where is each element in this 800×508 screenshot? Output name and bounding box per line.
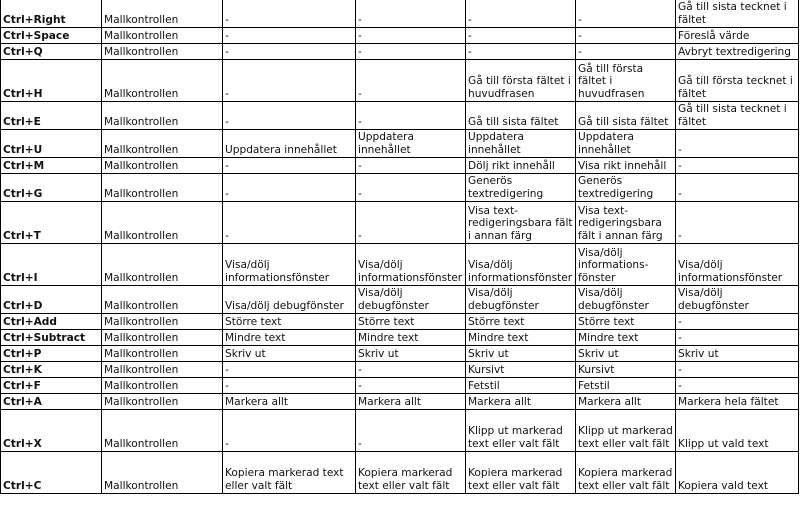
- action-cell: Skriv ut: [466, 346, 576, 362]
- context-cell: Mallkontrollen: [102, 286, 223, 314]
- action-cell: Visa/dölj debugfönster: [356, 286, 466, 314]
- action-cell: -: [676, 158, 799, 174]
- table-row: [1, 286, 799, 314]
- action-cell: -: [676, 202, 799, 244]
- action-cell: -: [356, 158, 466, 174]
- context-cell: Mallkontrollen: [102, 102, 223, 130]
- action-cell: -: [223, 158, 356, 174]
- context-cell: Mallkontrollen: [102, 362, 223, 378]
- context-cell: Mallkontrollen: [102, 346, 223, 362]
- action-cell: Kursivt: [466, 362, 576, 378]
- action-cell: -: [223, 362, 356, 378]
- action-cell: Markera allt: [223, 394, 356, 410]
- table-row: [1, 378, 799, 394]
- action-cell: -: [356, 0, 466, 28]
- action-cell: Gå till sista tecknet i fältet: [676, 102, 799, 130]
- context-cell: Mallkontrollen: [102, 410, 223, 452]
- context-cell: Mallkontrollen: [102, 202, 223, 244]
- table-row: [1, 0, 799, 28]
- context-cell: Mallkontrollen: [102, 394, 223, 410]
- action-cell: -: [223, 202, 356, 244]
- shortcut-key-cell: Ctrl+U: [1, 130, 102, 158]
- context-cell: Mallkontrollen: [102, 174, 223, 202]
- action-cell: Gå till sista tecknet i fältet: [676, 0, 799, 28]
- action-cell: Skriv ut: [576, 346, 676, 362]
- action-cell: Mindre text: [223, 330, 356, 346]
- action-cell: Visa/dölj debugfönster: [676, 286, 799, 314]
- action-cell: -: [356, 60, 466, 102]
- table-row: [1, 244, 799, 286]
- context-cell: Mallkontrollen: [102, 330, 223, 346]
- context-cell: Mallkontrollen: [102, 60, 223, 102]
- context-cell: Mallkontrollen: [102, 158, 223, 174]
- context-cell: Mallkontrollen: [102, 378, 223, 394]
- action-cell: Gå till första fältet i huvudfrasen: [466, 60, 576, 102]
- shortcut-key-cell: Ctrl+D: [1, 286, 102, 314]
- action-cell: Gå till första tecknet i fältet: [676, 60, 799, 102]
- action-cell: Markera hela fältet: [676, 394, 799, 410]
- shortcut-key-cell: Ctrl+A: [1, 394, 102, 410]
- action-cell: Dölj rikt innehåll: [466, 158, 576, 174]
- action-cell: Visa/dölj informationsfönster: [356, 244, 466, 286]
- action-cell: Gå till sista fältet: [576, 102, 676, 130]
- action-cell: Visa text-redigeringsbara fält i annan färg: [466, 202, 576, 244]
- shortcut-key-cell: Ctrl+X: [1, 410, 102, 452]
- table-row: [1, 346, 799, 362]
- context-cell: Mallkontrollen: [102, 452, 223, 494]
- action-cell: Kursivt: [576, 362, 676, 378]
- action-cell: Avbryt textredigering: [676, 44, 799, 60]
- shortcut-key-cell: Ctrl+Right: [1, 0, 102, 28]
- table-row: [1, 44, 799, 60]
- table-row: [1, 202, 799, 244]
- action-cell: Kopiera markerad text eller valt fält: [356, 452, 466, 494]
- context-cell: Mallkontrollen: [102, 0, 223, 28]
- action-cell: -: [223, 410, 356, 452]
- action-cell: Kopiera markerad text eller valt fält: [223, 452, 356, 494]
- action-cell: Visa/dölj informationsfönster: [466, 244, 576, 286]
- action-cell: Gå till första fältet i huvudfrasen: [576, 60, 676, 102]
- action-cell: Markera allt: [356, 394, 466, 410]
- table-row: [1, 330, 799, 346]
- table-row: [1, 362, 799, 378]
- action-cell: Föreslå värde: [676, 28, 799, 44]
- action-cell: Fetstil: [576, 378, 676, 394]
- shortcut-key-cell: Ctrl+T: [1, 202, 102, 244]
- action-cell: Klipp ut markerad text eller valt fält: [576, 410, 676, 452]
- action-cell: Mindre text: [576, 330, 676, 346]
- table-row: [1, 452, 799, 494]
- action-cell: Skriv ut: [223, 346, 356, 362]
- table-row: [1, 314, 799, 330]
- action-cell: -: [466, 0, 576, 28]
- shortcut-key-cell: Ctrl+G: [1, 174, 102, 202]
- action-cell: -: [676, 314, 799, 330]
- action-cell: -: [676, 362, 799, 378]
- table-row: [1, 60, 799, 102]
- action-cell: -: [676, 174, 799, 202]
- action-cell: Visa/dölj debugfönster: [466, 286, 576, 314]
- table-row: [1, 130, 799, 158]
- action-cell: -: [356, 102, 466, 130]
- action-cell: Generös textredigering: [466, 174, 576, 202]
- action-cell: -: [223, 174, 356, 202]
- table-row: [1, 102, 799, 130]
- action-cell: Kopiera vald text: [676, 452, 799, 494]
- action-cell: -: [676, 378, 799, 394]
- shortcut-key-cell: Ctrl+Q: [1, 44, 102, 60]
- action-cell: -: [356, 174, 466, 202]
- action-cell: Fetstil: [466, 378, 576, 394]
- action-cell: -: [223, 0, 356, 28]
- action-cell: -: [576, 0, 676, 28]
- table-row: [1, 174, 799, 202]
- action-cell: -: [356, 44, 466, 60]
- action-cell: -: [576, 44, 676, 60]
- action-cell: Markera allt: [576, 394, 676, 410]
- action-cell: -: [356, 28, 466, 44]
- table-row: [1, 28, 799, 44]
- action-cell: -: [466, 28, 576, 44]
- shortcut-key-cell: Ctrl+M: [1, 158, 102, 174]
- action-cell: Större text: [356, 314, 466, 330]
- shortcut-key-cell: Ctrl+F: [1, 378, 102, 394]
- shortcut-key-cell: Ctrl+Space: [1, 28, 102, 44]
- action-cell: Gå till sista fältet: [466, 102, 576, 130]
- action-cell: -: [223, 102, 356, 130]
- action-cell: Kopiera markerad text eller valt fält: [576, 452, 676, 494]
- shortcut-key-cell: Ctrl+C: [1, 452, 102, 494]
- shortcut-key-cell: Ctrl+E: [1, 102, 102, 130]
- action-cell: -: [223, 28, 356, 44]
- context-cell: Mallkontrollen: [102, 314, 223, 330]
- action-cell: -: [676, 330, 799, 346]
- action-cell: -: [223, 44, 356, 60]
- action-cell: Större text: [466, 314, 576, 330]
- shortcut-key-cell: Ctrl+P: [1, 346, 102, 362]
- shortcut-key-cell: Ctrl+Subtract: [1, 330, 102, 346]
- action-cell: -: [576, 28, 676, 44]
- action-cell: Klipp ut markerad text eller valt fält: [466, 410, 576, 452]
- action-cell: -: [223, 378, 356, 394]
- action-cell: Skriv ut: [676, 346, 799, 362]
- action-cell: Visa/dölj debugfönster: [576, 286, 676, 314]
- action-cell: Klipp ut vald text: [676, 410, 799, 452]
- action-cell: -: [356, 362, 466, 378]
- shortcut-key-cell: Ctrl+Add: [1, 314, 102, 330]
- action-cell: Uppdatera innehållet: [223, 130, 356, 158]
- action-cell: Uppdatera innehållet: [356, 130, 466, 158]
- context-cell: Mallkontrollen: [102, 244, 223, 286]
- action-cell: -: [466, 44, 576, 60]
- action-cell: Markera allt: [466, 394, 576, 410]
- action-cell: Visa text-redigeringsbara fält i annan färg: [576, 202, 676, 244]
- context-cell: Mallkontrollen: [102, 28, 223, 44]
- action-cell: Visa/dölj informations-fönster: [576, 244, 676, 286]
- action-cell: -: [356, 202, 466, 244]
- context-cell: Mallkontrollen: [102, 44, 223, 60]
- action-cell: Uppdatera innehållet: [466, 130, 576, 158]
- table-row: [1, 410, 799, 452]
- action-cell: Visa/dölj informationsfönster: [223, 244, 356, 286]
- action-cell: -: [223, 60, 356, 102]
- action-cell: Mindre text: [466, 330, 576, 346]
- action-cell: -: [356, 410, 466, 452]
- action-cell: -: [676, 130, 799, 158]
- action-cell: Visa/dölj debugfönster: [223, 286, 356, 314]
- action-cell: Generös textredigering: [576, 174, 676, 202]
- shortcut-key-cell: Ctrl+H: [1, 60, 102, 102]
- shortcut-key-cell: Ctrl+K: [1, 362, 102, 378]
- context-cell: Mallkontrollen: [102, 130, 223, 158]
- action-cell: Visa rikt innehåll: [576, 158, 676, 174]
- action-cell: Skriv ut: [356, 346, 466, 362]
- shortcut-key-cell: Ctrl+I: [1, 244, 102, 286]
- action-cell: Kopiera markerad text eller valt fält: [466, 452, 576, 494]
- table-row: [1, 394, 799, 410]
- action-cell: Mindre text: [356, 330, 466, 346]
- action-cell: Uppdatera innehållet: [576, 130, 676, 158]
- table-row: [1, 158, 799, 174]
- action-cell: Större text: [223, 314, 356, 330]
- action-cell: Större text: [576, 314, 676, 330]
- action-cell: Visa/dölj informationsfönster: [676, 244, 799, 286]
- action-cell: -: [356, 378, 466, 394]
